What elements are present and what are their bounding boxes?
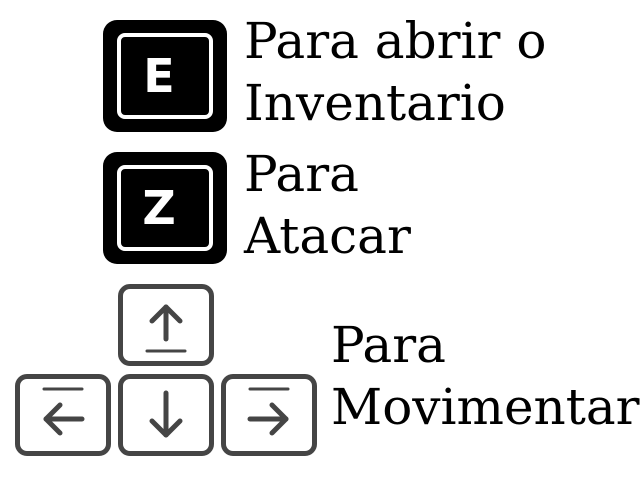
arrow-down-icon — [123, 379, 209, 451]
key-e — [103, 20, 227, 132]
attack-instruction — [244, 143, 411, 267]
key-e-letter: E — [143, 49, 175, 103]
key-arrow-up — [118, 284, 214, 366]
inventory-instruction-line1: Para abrir o — [244, 12, 547, 70]
inventory-instruction-line2: Inventario — [244, 74, 506, 132]
key-z-letter: Z — [142, 181, 176, 235]
key-arrow-down — [118, 374, 214, 456]
attack-instruction-line1: Para — [244, 145, 359, 203]
key-arrow-left — [15, 374, 111, 456]
move-instruction — [331, 314, 640, 438]
inventory-instruction — [244, 10, 546, 134]
arrow-right-icon — [226, 379, 312, 451]
attack-instruction-line2: Atacar — [244, 207, 411, 265]
arrow-left-icon — [20, 379, 106, 451]
move-instruction-line1: Para — [331, 316, 446, 374]
key-z — [103, 152, 227, 264]
move-instruction-line2: Movimentar — [331, 378, 640, 436]
key-arrow-right — [221, 374, 317, 456]
arrow-up-icon — [123, 289, 209, 361]
